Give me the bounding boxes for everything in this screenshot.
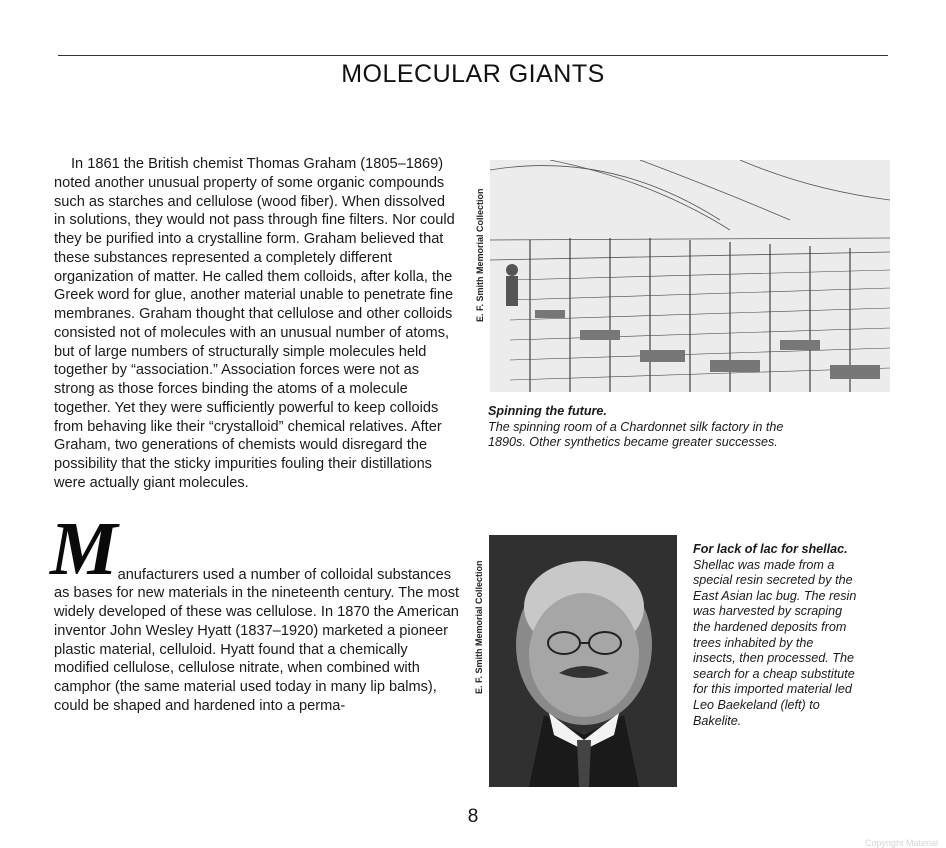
portrait-illustration bbox=[489, 535, 677, 787]
body-text-column bbox=[50, 155, 460, 716]
engraving-illustration bbox=[490, 160, 890, 392]
photo-credit-2: E. F. Smith Memorial Collection bbox=[474, 560, 484, 694]
paragraph-2 bbox=[50, 506, 460, 716]
paragraph-2-text: anufacturers used a number of colloidal substances as bases for new materials in the nineteenth century. The most widely developed of these was cellulose. In 1870 the American inventor John Wesley Hyatt (1837–1920) marketed a pioneer plastic material, celluloid. Hyatt found that a chemically modified cellulose, cellulose nitrate, when combined with camphor (the same material used today in many lip balms), could be shaped and hardened into a perma- bbox=[54, 566, 460, 714]
page-number: 8 bbox=[467, 806, 479, 827]
page-title: MOLECULAR GIANTS bbox=[341, 60, 605, 88]
paragraph-1: In 1861 the British chemist Thomas Graham (1805–1869) noted another unusual property of some organic compounds such as starches and cellulose (wood fiber). When dissolved in solutions, they would not pass through fine filters. Nor could they be purified into a crystalline form. Graham believed that these substances represented a completely different organization of matter. He called them colloids, after kolla, the Greek word for glue, another material unable to penetrate fine membranes. Graham thought that cellulose and other colloids consisted not of molecules with an unusual number of atoms, but of large numbers of structurally simple molecules held together by “association.” Association forces were not as strong as those forces binding the atoms of a molecule together. Yet they were sufficiently powerful to keep colloids from behaving like their “crystalloid” chemical relatives. After Graham, two generations of chemists would disregard the possibility that the sticky impurities fouling their distillations were actually giant molecules. bbox=[54, 156, 455, 491]
caption-1-title: Spinning the future. bbox=[488, 404, 607, 418]
caption-portrait bbox=[693, 542, 858, 729]
caption-1-text: The spinning room of a Chardonnet silk factory in the 1890s. Other synthetics became greater successes. bbox=[488, 419, 784, 450]
caption-2-text: Shellac was made from a special resin secreted by the East Asian lac bug. The resin was harvested by scraping the hardened deposits from trees inhabited by the insects, then processed. The search for a cheap substitute for this imported material led Leo Baekeland (left) to Bakelite. bbox=[693, 557, 857, 728]
caption-2-title: For lack of lac for shellac. bbox=[693, 542, 848, 556]
header-rule bbox=[58, 55, 888, 56]
drop-cap: M bbox=[50, 506, 114, 591]
footer-watermark-text: Copyright Material bbox=[864, 838, 938, 848]
caption-spinning-room bbox=[488, 404, 788, 451]
portrait-photo bbox=[489, 535, 677, 787]
photo-credit-1: E. F. Smith Memorial Collection bbox=[475, 188, 485, 322]
spinning-room-engraving bbox=[490, 160, 890, 392]
